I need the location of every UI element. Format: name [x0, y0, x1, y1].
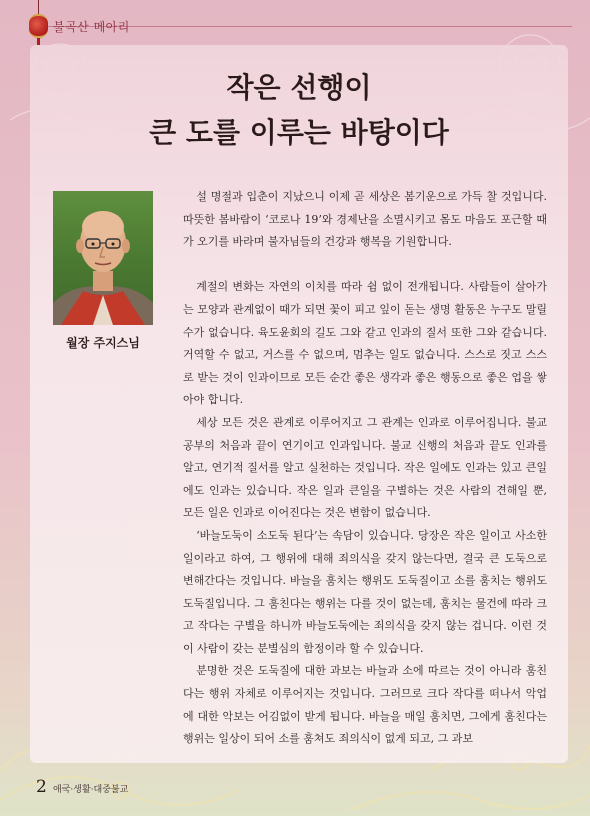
paragraph: 분명한 것은 도둑질에 대한 과보는 바늘과 소에 따르는 것이 아니라 훔친다는 행위 자체로 이루어지는 것입니다. 그러므로 크다 작다를 떠나서 악업에 대한 악보는 어김없이 받게 됩니다. 바늘을 매일 훔치면, 그에게 훔친다는 행위는 일상이 되어 소를 훔쳐도 죄의식이 없게 되고, 그 과보: [183, 664, 547, 746]
monk-portrait: [53, 191, 153, 325]
lantern-string: [38, 0, 39, 14]
article-title-line1: 작은 선행이: [226, 71, 372, 104]
page-header: [0, 0, 590, 44]
photo-caption: 월장 주지스님: [66, 336, 140, 350]
page-number: 2: [36, 777, 47, 797]
paragraph: 계절의 변화는 자연의 이치를 따라 쉼 없이 전개됩니다. 사람들이 살아가는 모양과 관계없이 때가 되면 꽃이 피고 잎이 돋는 생명 활동은 누구도 말릴 수가 없습니다. 육도윤회의 길도 그와 같고 인과의 질서 또한 그와 같습니다. 거역할 수 없고, 거스를 수 없으며, 멈추는 일도 없습니다. 스스로 짓고 스스로 받는 것이 인과이므로 모든 순간 좋은 생각과 좋은 행동으로 좋은 업을 쌓아야 합니다.: [183, 280, 547, 407]
lantern-icon: [29, 14, 48, 38]
section-label: 불곡산 메아리: [53, 20, 130, 34]
paragraph: 설 명절과 입춘이 지났으니 이제 곧 세상은 봄기운으로 가득 찰 것입니다. 따뜻한 봄바람이 ‘코로나 19’와 경제난을 소멸시키고 몸도 마음도 포근할 때가 오기를 바라며 불자님들의 건강과 행복을 기원합니다.: [183, 190, 547, 249]
publication-name: 애국·생활·대중불교: [53, 785, 129, 795]
paragraph: ‘바늘도둑이 소도둑 된다’는 속담이 있습니다. 당장은 작은 일이고 사소한 일이라고 하여, 그 행위에 대해 죄의식을 갖지 않는다면, 결국 큰 도둑으로 변해간다는 것입니다. 바늘을 훔치는 행위도 도둑질이고 소를 훔치는 행위도 도둑질입니다. 그 훔친다는 행위는 다를 것이 없는데, 훔치는 물건에 따라 크고 작다는 구별을 하니까 바늘도둑에는 죄의식을 갖지 않는 겁니다. 이런 것이 사람이 갖는 분별심의 함정이라 할 수 있습니다.: [183, 528, 547, 655]
lantern-tassel: [37, 38, 40, 45]
article-body: [183, 186, 547, 751]
article-title-line2: 큰 도를 이루는 바탕이다: [149, 116, 449, 149]
paragraph: 세상 모든 것은 관계로 이루어지고 그 관계는 인과로 이루어집니다. 불교 공부의 처음과 끝이 연기이고 인과입니다. 불교 신행의 처음과 끝도 인과를 알고, 연기적 질서를 알고 실천하는 것입니다. 작은 일에도 인과는 있고 큰일에도 인과는 있습니다. 작은 일과 큰일을 구별하는 것은 사람의 견해일 뿐, 모든 일은 인과로 이어진다는 것은 변함이 없습니다.: [183, 415, 547, 520]
portrait-illustration: [53, 191, 153, 325]
